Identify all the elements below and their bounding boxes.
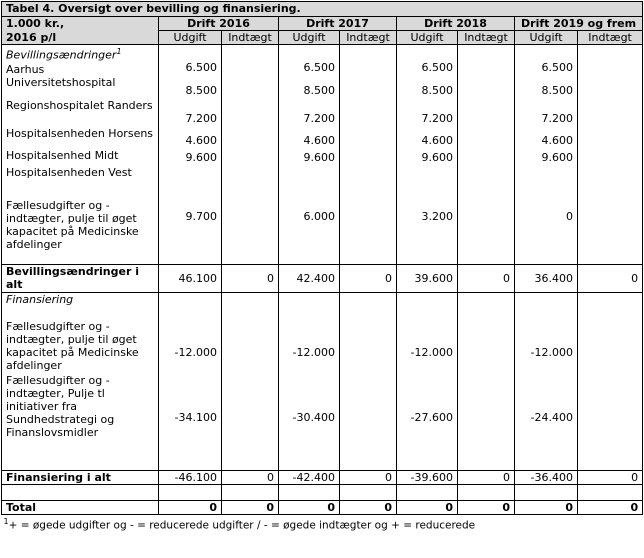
spacer-row bbox=[2, 485, 643, 501]
col-2018-udgift: 6.500 8.500 7.200 4.600 9.600 3.200 bbox=[397, 45, 458, 265]
cell-value: -46.100 bbox=[159, 471, 222, 485]
sub-indtaegt: Indtægt bbox=[458, 31, 515, 45]
sub-udgift: Udgift bbox=[159, 31, 222, 45]
sub-udgift: Udgift bbox=[397, 31, 458, 45]
cell-value: 0 bbox=[458, 471, 515, 485]
cell-value: 0 bbox=[340, 471, 397, 485]
col-2019-udgift: -12.000 -24.400 bbox=[515, 293, 578, 471]
col-2018-indtaegt bbox=[458, 45, 515, 265]
table-row-total bbox=[2, 501, 643, 515]
col-2016-udgift: 6.500 8.500 7.200 4.600 9.600 9.700 bbox=[159, 45, 222, 265]
col-2016-udgift: -12.000 -34.100 bbox=[159, 293, 222, 471]
row-label: Hospitalsenhed Midt bbox=[6, 148, 119, 162]
col-2017-indtaegt bbox=[340, 293, 397, 471]
cell-value: 0 bbox=[578, 471, 643, 485]
table-row bbox=[2, 45, 643, 265]
corner-pl: 2016 p/l bbox=[2, 31, 159, 45]
cell-value: 0 bbox=[578, 265, 643, 293]
cell-value: 0 bbox=[397, 501, 458, 515]
row-label: Fællesudgifter og - indtægter, Pulje tl initiativer fra Sundhedstrategi og Finanslovsmidler bbox=[6, 374, 115, 439]
bevilling-labels bbox=[2, 45, 159, 265]
cell-value: 42.400 bbox=[279, 265, 340, 293]
period-header-2018: Drift 2018 bbox=[397, 17, 515, 31]
cell-value: 0 bbox=[515, 501, 578, 515]
cell-value: -36.400 bbox=[515, 471, 578, 485]
row-label: Finansiering i alt bbox=[2, 471, 159, 485]
table-row bbox=[2, 293, 643, 471]
section-heading-finansiering: Finansiering bbox=[6, 293, 74, 306]
period-header-2019: Drift 2019 og frem bbox=[515, 17, 643, 31]
sub-indtaegt: Indtægt bbox=[578, 31, 643, 45]
row-label: Bevillingsændringer i alt bbox=[2, 265, 159, 293]
col-2019-indtaegt bbox=[578, 45, 643, 265]
row-label: Hospitalsenheden Vest bbox=[6, 165, 132, 179]
col-2019-indtaegt bbox=[578, 293, 643, 471]
finansiering-labels bbox=[2, 293, 159, 471]
row-label: Regionshospitalet Randers bbox=[6, 98, 153, 112]
cell-value: 0 bbox=[578, 501, 643, 515]
cell-value: 0 bbox=[222, 471, 279, 485]
table-title: Tabel 4. Oversigt over bevilling og finansiering. bbox=[2, 2, 643, 17]
footnote: $^1$+ = øgede udgifter og - = reducerede udgifter / - = øgede indtægter og + = reducerede bbox=[3, 517, 476, 532]
period-header-2017: Drift 2017 bbox=[279, 17, 397, 31]
cell-value: -39.600 bbox=[397, 471, 458, 485]
sub-indtaegt: Indtægt bbox=[340, 31, 397, 45]
period-header-2016: Drift 2016 bbox=[159, 17, 279, 31]
section-heading-bevilling: Bevillingsændringer$^1$ bbox=[6, 47, 122, 62]
col-2017-udgift: 6.500 8.500 7.200 4.600 9.600 6.000 bbox=[279, 45, 340, 265]
col-2016-indtaegt bbox=[222, 45, 279, 265]
sub-indtaegt: Indtægt bbox=[222, 31, 279, 45]
budget-table bbox=[1, 1, 643, 533]
col-2018-indtaegt bbox=[458, 293, 515, 471]
cell-value: 0 bbox=[340, 265, 397, 293]
row-label: Total bbox=[2, 501, 159, 515]
col-2019-udgift: 6.500 8.500 7.200 4.600 9.600 0 bbox=[515, 45, 578, 265]
sub-udgift: Udgift bbox=[279, 31, 340, 45]
col-2018-udgift: -12.000 -27.600 bbox=[397, 293, 458, 471]
cell-value: 0 bbox=[340, 501, 397, 515]
cell-value: 0 bbox=[458, 265, 515, 293]
table-row-finansiering-total bbox=[2, 471, 643, 485]
corner-unit: 1.000 kr., bbox=[2, 17, 159, 31]
col-2017-udgift: -12.000 -30.400 bbox=[279, 293, 340, 471]
cell-value: 0 bbox=[222, 265, 279, 293]
cell-value: 0 bbox=[279, 501, 340, 515]
cell-value: -42.400 bbox=[279, 471, 340, 485]
col-2017-indtaegt bbox=[340, 45, 397, 265]
cell-value: 0 bbox=[458, 501, 515, 515]
row-label: Fællesudgifter og - indtægter, pulje til øget kapacitet på Medicinske afdelinger bbox=[6, 320, 139, 372]
cell-value: 46.100 bbox=[159, 265, 222, 293]
cell-value: 0 bbox=[222, 501, 279, 515]
row-label: Aarhus Universitetshospital bbox=[6, 62, 116, 89]
cell-value: 0 bbox=[159, 501, 222, 515]
cell-value: 36.400 bbox=[515, 265, 578, 293]
cell-value: 39.600 bbox=[397, 265, 458, 293]
row-label: Hospitalsenheden Horsens bbox=[6, 126, 154, 140]
row-label: Fællesudgifter og - indtægter, pulje til øget kapacitet på Medicinske afdelinger bbox=[6, 198, 139, 251]
col-2016-indtaegt bbox=[222, 293, 279, 471]
table-row-bevilling-total bbox=[2, 265, 643, 293]
sub-udgift: Udgift bbox=[515, 31, 578, 45]
